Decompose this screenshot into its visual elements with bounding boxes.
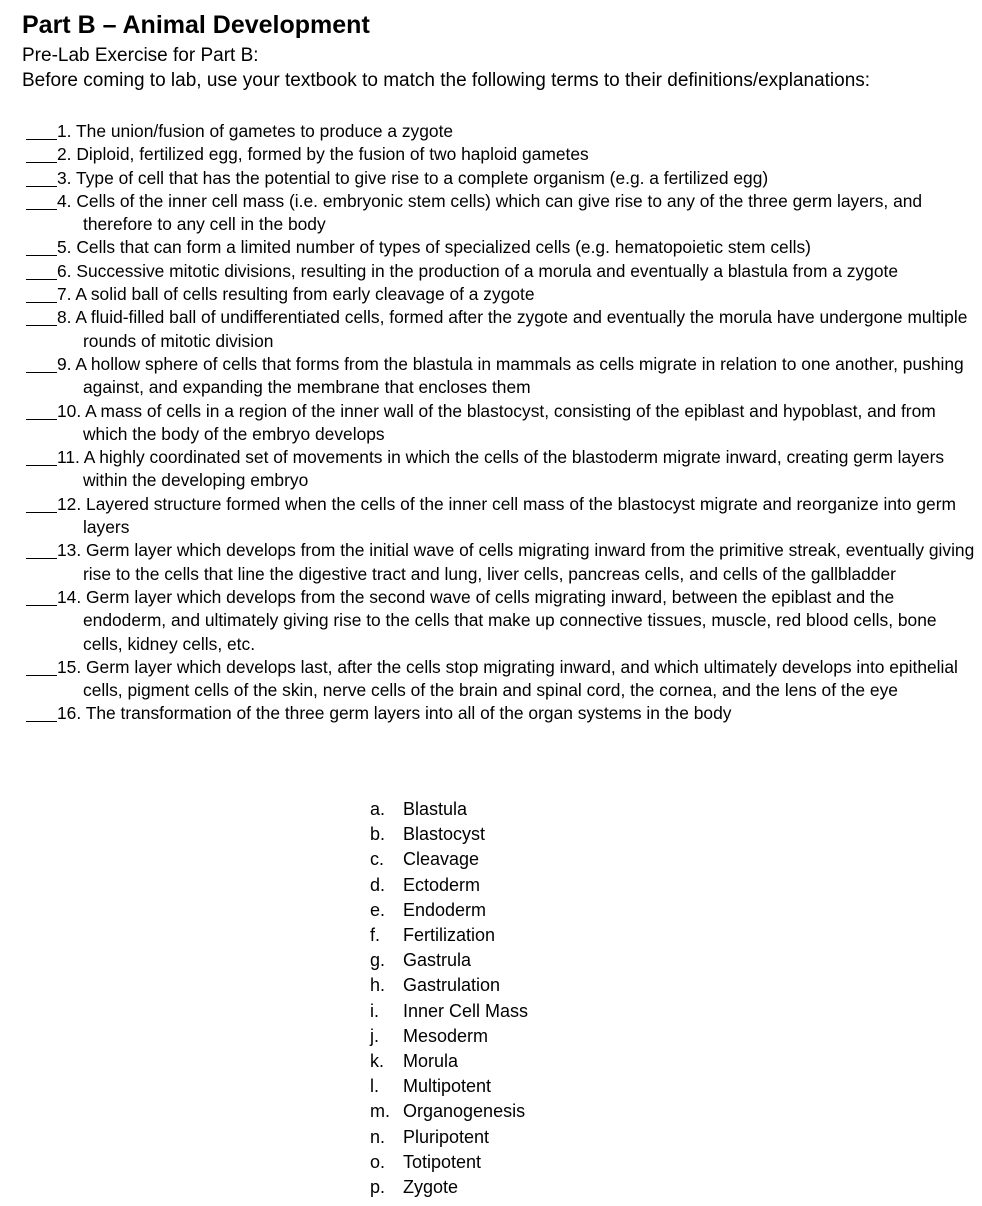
answer-blank[interactable] bbox=[26, 539, 57, 559]
answer-letter: i. bbox=[370, 1000, 379, 1021]
question-body bbox=[57, 493, 976, 540]
page-title: Part B – Animal Development bbox=[22, 11, 370, 39]
question-text: Diploid, fertilized egg, formed by the fusion of two haploid gametes bbox=[76, 144, 589, 165]
question-text: Successive mitotic divisions, resulting in the production of a morula and eventually a blastula from a zygote bbox=[76, 260, 899, 281]
answer-blank[interactable] bbox=[26, 656, 57, 676]
question-number: 9. bbox=[57, 353, 72, 374]
answer-blank[interactable] bbox=[26, 236, 57, 256]
question-body bbox=[57, 306, 976, 353]
answer-option bbox=[370, 1099, 528, 1124]
answer-option bbox=[370, 1049, 528, 1074]
question-text: Cells that can form a limited number of types of specialized cells (e.g. hematopoietic stem cells) bbox=[76, 237, 811, 258]
question-text: A mass of cells in a region of the inner wall of the blastocyst, consisting of the epiblast and hypoblast, and from which the body of the embryo develops bbox=[83, 400, 936, 444]
question-number: 7. bbox=[57, 284, 72, 305]
answer-letter: m. bbox=[370, 1101, 390, 1122]
answer-blank[interactable] bbox=[26, 353, 57, 373]
question-body bbox=[57, 167, 976, 190]
question-text: Germ layer which develops last, after the cells stop migrating inward, and which ultimately develops into epithelial cells, pigment cells of the skin, nerve cells of the brain and spinal cord, the cornea, and the lens of the eye bbox=[83, 656, 958, 701]
question-item bbox=[26, 702, 976, 725]
answer-blank[interactable] bbox=[26, 400, 57, 420]
answer-blank[interactable] bbox=[26, 260, 57, 280]
question-text: A solid ball of cells resulting from early cleavage of a zygote bbox=[75, 284, 535, 305]
question-item bbox=[26, 446, 976, 493]
answer-letter: k. bbox=[370, 1051, 385, 1072]
question-body bbox=[57, 260, 976, 283]
question-number: 13. bbox=[57, 540, 82, 561]
question-body bbox=[57, 143, 976, 166]
answer-term: Zygote bbox=[403, 1177, 459, 1198]
question-number: 1. bbox=[57, 121, 72, 141]
answer-blank[interactable] bbox=[26, 190, 57, 210]
question-body bbox=[57, 400, 976, 447]
answer-blank[interactable] bbox=[26, 586, 57, 606]
answer-letter: g. bbox=[370, 950, 386, 971]
question-text: A fluid-filled ball of undifferentiated cells, formed after the zygote and eventually the morula have undergone multiple rounds of mitotic division bbox=[75, 307, 968, 351]
question-number: 10. bbox=[57, 400, 82, 421]
question-text: Germ layer which develops from the initial wave of cells migrating inward from the primitive streak, eventually giving rise to the cells that line the digestive tract and lung, liver cells, pancreas cells, and cells of the gallbladder bbox=[83, 540, 975, 584]
question-body bbox=[57, 120, 976, 143]
question-item bbox=[26, 539, 976, 586]
question-item bbox=[26, 190, 976, 237]
question-body bbox=[57, 283, 976, 306]
answer-letter: o. bbox=[370, 1151, 386, 1172]
question-body bbox=[57, 353, 976, 400]
question-number: 11. bbox=[57, 447, 80, 468]
question-text: Type of cell that has the potential to give rise to a complete organism (e.g. a fertilized egg) bbox=[76, 167, 769, 188]
answer-letter: j. bbox=[370, 1025, 379, 1046]
question-text: Germ layer which develops from the second wave of cells migrating inward, between the epiblast and the endoderm, and ultimately giving rise to the cells that make up connective tissues, muscle, red blood cells, bone cells, kidney cells, etc. bbox=[83, 586, 937, 654]
question-text: A highly coordinated set of movements in which the cells of the blastoderm migrate inward, creating germ layers within the developing embryo bbox=[83, 447, 945, 491]
question-number: 5. bbox=[57, 237, 72, 258]
answer-letter: d. bbox=[370, 874, 386, 895]
answer-blank[interactable] bbox=[26, 283, 57, 303]
question-body bbox=[57, 446, 976, 493]
question-text: The transformation of the three germ layers into all of the organ systems in the body bbox=[85, 703, 732, 724]
answer-term: Morula bbox=[403, 1051, 459, 1072]
question-text: Layered structure formed when the cells of the inner cell mass of the blastocyst migrate and reorganize into germ layers bbox=[83, 493, 956, 538]
question-body bbox=[57, 702, 976, 725]
answer-term: Fertilization bbox=[403, 925, 496, 946]
answer-letter: p. bbox=[370, 1177, 386, 1198]
answer-letter: c. bbox=[370, 849, 385, 870]
answer-term: Blastula bbox=[403, 799, 468, 819]
answer-term: Gastrulation bbox=[403, 975, 501, 996]
question-body bbox=[57, 586, 976, 656]
answer-term: Totipotent bbox=[403, 1151, 482, 1172]
answer-term: Inner Cell Mass bbox=[403, 1000, 529, 1021]
answer-blank[interactable] bbox=[26, 143, 57, 163]
question-number: 12. bbox=[57, 493, 82, 514]
answer-term: Organogenesis bbox=[403, 1101, 526, 1122]
answer-letter: e. bbox=[370, 899, 386, 920]
answer-option bbox=[370, 1125, 528, 1150]
answer-blank[interactable] bbox=[26, 446, 57, 466]
answer-blank[interactable] bbox=[26, 702, 57, 722]
question-item bbox=[26, 493, 976, 540]
question-number: 16. bbox=[57, 703, 82, 724]
answer-letter: b. bbox=[370, 824, 386, 845]
answer-term: Gastrula bbox=[403, 950, 472, 971]
question-text: Cells of the inner cell mass (i.e. embryonic stem cells) which can give rise to any of the three germ layers, and therefore to any cell in the body bbox=[76, 190, 923, 235]
answer-blank[interactable] bbox=[26, 493, 57, 513]
question-item bbox=[26, 353, 976, 400]
question-body bbox=[57, 656, 976, 703]
question-item bbox=[26, 167, 976, 190]
answer-option bbox=[370, 1024, 528, 1049]
question-item bbox=[26, 260, 976, 283]
answer-option bbox=[370, 1150, 528, 1175]
answer-option bbox=[370, 1175, 528, 1200]
answer-blank[interactable] bbox=[26, 120, 57, 140]
question-number: 8. bbox=[57, 307, 72, 328]
question-body bbox=[57, 190, 976, 237]
answer-term: Endoderm bbox=[403, 899, 487, 920]
answer-blank[interactable] bbox=[26, 306, 57, 326]
question-number: 14. bbox=[57, 586, 82, 607]
answer-term: Mesoderm bbox=[403, 1025, 489, 1046]
answer-option bbox=[370, 873, 528, 898]
question-number: 3. bbox=[57, 167, 72, 188]
question-item bbox=[26, 586, 976, 656]
answer-letter: f. bbox=[370, 925, 381, 946]
exercise-subtitle: Pre-Lab Exercise for Part B: bbox=[22, 45, 259, 66]
answer-option bbox=[370, 973, 528, 998]
answer-list bbox=[370, 797, 528, 1200]
answer-term: Cleavage bbox=[403, 849, 480, 870]
answer-option bbox=[370, 898, 528, 923]
question-text: The union/fusion of gametes to produce a zygote bbox=[76, 121, 454, 141]
answer-option bbox=[370, 923, 528, 948]
question-item bbox=[26, 283, 976, 306]
question-item bbox=[26, 306, 976, 353]
answer-option bbox=[370, 847, 528, 872]
question-item bbox=[26, 656, 976, 703]
answer-option bbox=[370, 948, 528, 973]
question-item bbox=[26, 120, 976, 143]
question-item bbox=[26, 236, 976, 259]
question-item bbox=[26, 143, 976, 166]
answer-term: Pluripotent bbox=[403, 1126, 490, 1147]
question-list bbox=[26, 120, 976, 726]
answer-letter: n. bbox=[370, 1126, 386, 1147]
answer-term: Multipotent bbox=[403, 1076, 492, 1097]
answer-letter: a. bbox=[370, 799, 386, 819]
answer-option bbox=[370, 822, 528, 847]
question-body bbox=[57, 539, 976, 586]
answer-option bbox=[370, 999, 528, 1024]
question-item bbox=[26, 400, 976, 447]
answer-option bbox=[370, 797, 528, 822]
instructions-text: Before coming to lab, use your textbook to match the following terms to their definitions/explanations: bbox=[22, 70, 871, 91]
question-number: 2. bbox=[57, 144, 72, 165]
question-number: 6. bbox=[57, 260, 72, 281]
answer-letter: l. bbox=[370, 1076, 379, 1097]
question-number: 15. bbox=[57, 656, 82, 677]
question-number: 4. bbox=[57, 190, 72, 211]
answer-option bbox=[370, 1074, 528, 1099]
question-text: A hollow sphere of cells that forms from the blastula in mammals as cells migrate in relation to one another, pushing against, and expanding the membrane that encloses them bbox=[75, 353, 964, 398]
question-body bbox=[57, 236, 976, 259]
answer-blank[interactable] bbox=[26, 167, 57, 187]
answer-letter: h. bbox=[370, 975, 386, 996]
answer-term: Blastocyst bbox=[403, 824, 486, 845]
answer-term: Ectoderm bbox=[403, 874, 481, 895]
